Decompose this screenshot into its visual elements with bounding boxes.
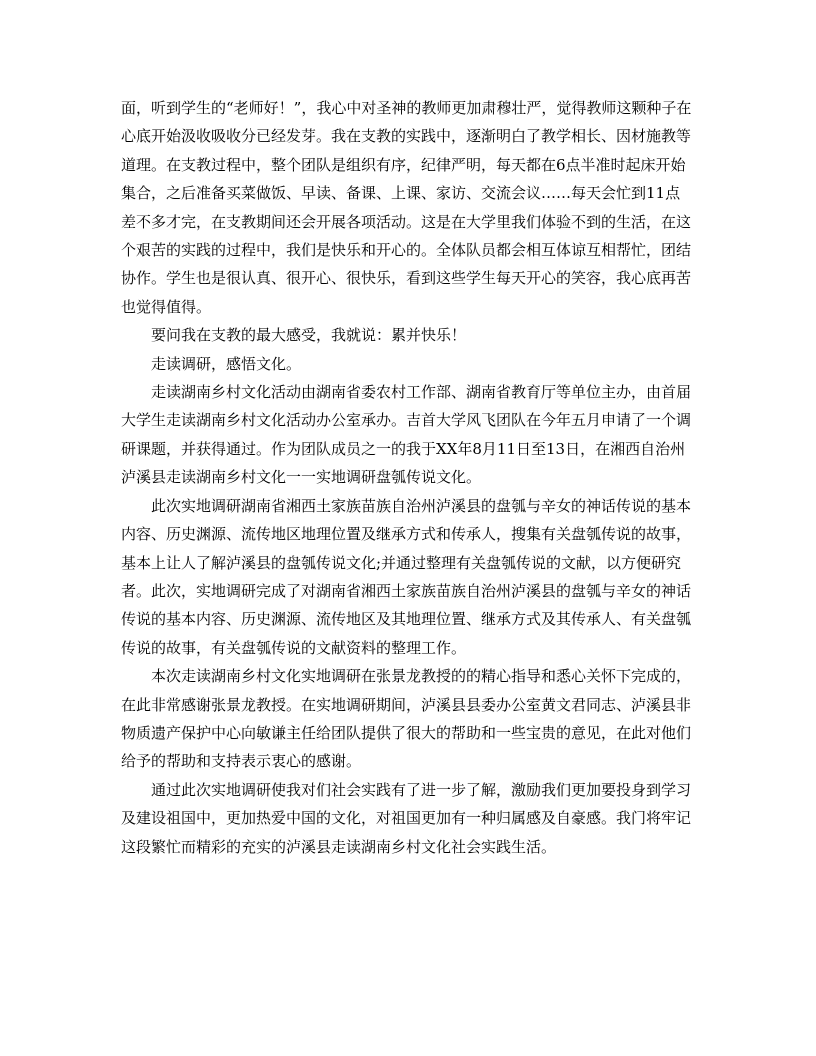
paragraph: 走读湖南乡村文化活动由湖南省委农村工作部、湖南省教育厅等单位主办，由首届大学生走读湖南乡村文化活动办公室承办。吉首大学风飞团队在今年五月申请了一个调研课题，并获得通过。作为团队成员之一的我于XX年8月11日至13日，在湘西自治州泸溪县走读湖南乡村文化一一实地调研盘瓠传说文化。 — [121, 383, 692, 487]
paragraph: 本次走读湖南乡村文化实地调研在张景龙教授的的精心指导和悉心关怀下完成的，在此非常感谢张景龙教授。在实地调研期间，泸溪县县委办公室黄文君同志、泸溪县非物质遗产保护中心向敏谦主任给团队提供了很大的帮助和一些宝贵的意见，在此对他们给予的帮助和支持表示衷心的感谢。 — [121, 667, 692, 771]
paragraph: 此次实地调研湖南省湘西土家族苗族自治州泸溪县的盘瓠与辛女的神话传说的基本内容、历史渊源、流传地区地理位置及继承方式和传承人，搜集有关盘瓠传说的故事，基本上让人了解泸溪县的盘瓠传说文化;并通过整理有关盘瓠传说的文献，以方便研究者。此次，实地调研完成了对湖南省湘西土家族苗族自治州泸溪县的盘瓠与辛女的神话传说的基本内容、历史渊源、流传地区及其地理位置、继承方式及其传承人、有关盘瓠传说的故事，有关盘瓠传说的文献资料的整理工作。 — [121, 496, 692, 657]
paragraph-continued: 面，听到学生的“老师好！”，我心中对圣神的教师更加肃穆壮严，觉得教师这颗种子在心底开始汲收吸收分已经发芽。我在支教的实践中，逐渐明白了教学相长、因材施教等道理。在支教过程中，整个团队是组织有序，纪律严明，每天都在6点半准时起床开始集合，之后准备买菜做饭、早读、备课、上课、家访、交流会议……每天会忙到11点差不多才完，在支教期间还会开展各项活动。这是在大学里我们体验不到的生活，在这个艰苦的实践的过程中，我们是快乐和开心的。全体队员都会相互体谅互相帮忙，团结协作。学生也是很认真、很开心、很快乐，看到这些学生每天开心的笑容，我心底再苦也觉得值得。 — [121, 99, 692, 316]
section-heading: 走读调研，感悟文化。 — [151, 354, 302, 373]
document-body — [121, 94, 695, 861]
paragraph: 要问我在支教的最大感受，我就说：累并快乐！ — [151, 326, 467, 345]
paragraph: 通过此次实地调研使我对们社会实践有了进一步了解，激励我们更加要投身到学习及建设祖国中，更加热爱中国的文化，对祖国更加有一种归属感及自豪感。我门将牢记这段繁忙而精彩的充实的泸溪县走读湖南乡村文化社会实践生活。 — [121, 780, 692, 856]
